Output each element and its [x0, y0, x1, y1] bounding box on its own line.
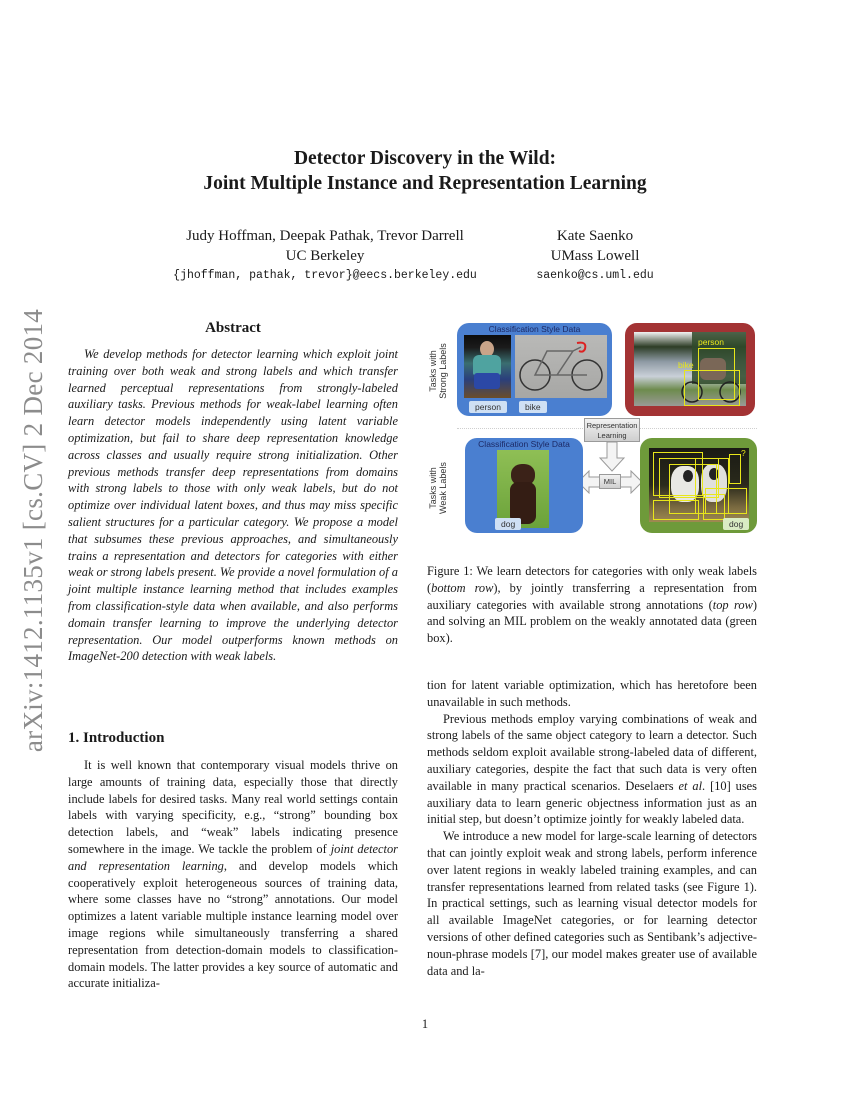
paragraph-text: Previous methods employ varying combinations of weak and strong labels of the same object category to learn a detector. Such methods seldom exploit available strong-labeled data of different, auxiliary categories, despite the fact that such data is very often available in many practical scenarios. Deselaers	[427, 711, 757, 793]
author-email: saenko@cs.uml.edu	[536, 269, 654, 282]
caption-emphasis: bottom row	[431, 580, 494, 595]
arxiv-identifier-stamp	[14, 300, 54, 760]
down-arrow-icon	[597, 442, 627, 472]
mil-box: MIL	[599, 474, 621, 489]
candidate-box	[703, 494, 725, 520]
panel-title: Classification Style Data	[478, 439, 570, 449]
tag-dog-mil: dog	[723, 518, 749, 530]
author-block-berkeley	[160, 226, 490, 286]
page-number: 1	[421, 1017, 429, 1031]
figure-1	[427, 318, 757, 543]
caption-text: ), by jointly transferring a representation from auxiliary categories with available strong annotations (	[427, 580, 758, 612]
introduction-body	[68, 757, 398, 992]
paragraph-text: . [10] uses auxiliary data to learn generic objectness information just as an initial step, but doesn’t optimize jointly for weakly labeled data.	[427, 778, 757, 827]
paper-title	[0, 146, 850, 196]
author-names: Judy Hoffman, Deepak Pathak, Trevor Darrell	[186, 228, 464, 244]
panel-detection-strong	[625, 323, 755, 416]
photo-bike	[515, 335, 607, 398]
intro-text-emphasis: joint detector and representation learning	[68, 841, 398, 873]
caption-text: ) and solving an MIL problem on the weakly annotated data (green box).	[427, 597, 757, 646]
panel-title: Classification Style Data	[488, 324, 581, 334]
figure-caption	[427, 563, 757, 647]
row-label-strong	[423, 326, 453, 416]
author-names: Kate Saenko	[556, 228, 634, 244]
arxiv-identifier-text: arXiv:1412.1135v1 [cs.CV] 2 Dec 2014	[18, 308, 49, 752]
photo-dog-classification	[497, 450, 549, 528]
author-email: {jhoffman, pathak, trevor}@eecs.berkeley.edu	[173, 269, 477, 282]
row-label-weak	[423, 443, 453, 533]
panel-classification-strong	[457, 323, 612, 416]
unknown-label: ?	[741, 448, 746, 458]
photo-person	[464, 335, 511, 398]
candidate-box	[729, 454, 741, 484]
caption-text: Figure 1: We learn detectors for categories with only weak labels (	[427, 564, 757, 595]
abstract-heading: Abstract	[205, 320, 261, 336]
title-line-2: Joint Multiple Instance and Representation Learning	[203, 173, 647, 194]
row-label-strong-line2: Strong Labels	[438, 343, 449, 399]
right-column-body	[427, 677, 757, 979]
detection-box-bike	[684, 370, 740, 406]
panel-classification-weak	[465, 438, 583, 533]
tag-person: person	[469, 401, 507, 413]
photo-dogs-detection	[649, 448, 749, 522]
author-affiliation: UMass Lowell	[550, 248, 640, 264]
author-affiliation: UC Berkeley	[285, 248, 365, 264]
introduction-heading: 1. Introduction	[68, 730, 165, 746]
row-label-strong-line1: Tasks with	[428, 350, 439, 392]
title-line-1: Detector Discovery in the Wild:	[293, 148, 557, 169]
tag-dog-classification: dog	[495, 518, 521, 530]
panel-mil-weak	[640, 438, 757, 533]
intro-text-pre: It is well known that contemporary visual models thrive on large amounts of training data, especially those that directly include labels for desired tasks. Many real world settings contain labels with varying specificity, e.g., “strong” bounding box detection labels, and “weak” labels indicating presence somewhere in the image. We tackle the problem of	[68, 758, 398, 856]
paragraph: We introduce a new model for large-scale learning of detectors that can jointly exploit weak and strong labels, perform inference over latent regions in weakly labeled training examples, and can transfer representations learned from related tasks (see Figure 1). In practical settings, such as learning visual detector models for all available ImageNet categories, or for learning detector versions of other defined categories such as Sentibank’s adjective-noun-phrase models [7], our model makes greater use of available data and la-	[427, 829, 757, 978]
tag-bike: bike	[519, 401, 547, 413]
author-block-umass	[520, 226, 670, 286]
representation-learning-box: Representation Learning	[584, 418, 640, 442]
paragraph: tion for latent variable optimization, which has heretofore been unavailable in such methods.	[427, 678, 757, 709]
row-label-weak-line2: Weak Labels	[438, 462, 448, 514]
photo-cyclist	[634, 332, 746, 406]
row-label-weak-line1: Tasks with	[428, 467, 438, 509]
detection-label-person: person	[698, 337, 724, 347]
intro-text-post: , and develop models which cooperatively exploit heterogeneous sources of training data, where some classes have no “strong” annotations. Our model optimizes a latent variable multiple instance learning model over image regions while simultaneously transferring a shared representation from detection-domain models to classification-domain models. The latter provides a key source of automatic and accurate initializa-	[68, 858, 398, 991]
paragraph	[427, 711, 757, 829]
paragraph-emphasis: et al	[678, 778, 703, 793]
caption-emphasis: top row	[712, 597, 753, 612]
detection-label-bike: bike	[678, 360, 694, 370]
abstract-body: We develop methods for detector learning which exploit joint training over both weak and strong labels and which transfer learned perceptual representations from strongly-labeled auxiliary tasks. Previous methods for weak-label learning often learn detector models independently using latent variable optimization, but fail to share deep representation knowledge across classes and usually require strong initialization. Other previous methods transfer deep representations from domains with strong labels to those with only weak labels, but do not optimize over individual latent boxes, and thus may miss specific salient structures for a particular category. We propose a model that subsumes these previous approaches, and simultaneously trains a representation and detectors for categories with either weak or strong labels present. We provide a novel formulation of a joint multiple instance learning method that includes examples from classification-style data when available, and also performs domain transfer learning to improve the underlying detector representation. Our model outperforms known methods on ImageNet-200 detection with weak labels.	[68, 347, 398, 664]
candidate-box	[653, 500, 699, 520]
